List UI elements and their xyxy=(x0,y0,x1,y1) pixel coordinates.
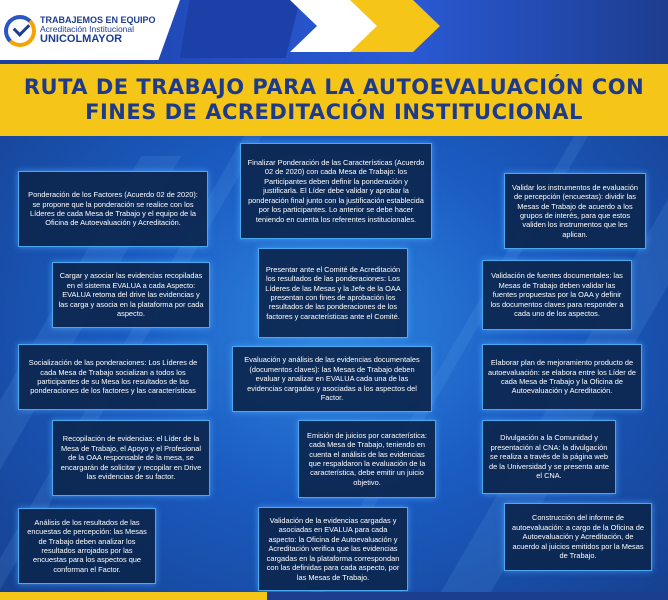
step-text: Elaborar plan de mejoramiento producto de autoevaluación: se elabora entre los Líder de cada Mesa de Trabajo y la Oficina de Autoevaluación y Acreditación. xyxy=(488,358,636,396)
title-band xyxy=(0,64,668,136)
logo-slogan: TRABAJEMOS EN EQUIPO xyxy=(40,15,156,26)
step-card-left-2 xyxy=(52,262,210,328)
institution-logo xyxy=(4,6,180,56)
step-card-center-3 xyxy=(232,346,432,412)
page-title xyxy=(24,75,644,125)
step-card-center-1 xyxy=(240,143,432,239)
step-text: Divulgación a la Comunidad y presentación al CNA: la divulgación se realiza a través de la página web de la Universidad y se presenta ante el CNA. xyxy=(489,433,609,481)
step-card-left-1 xyxy=(18,171,208,247)
step-card-center-5 xyxy=(258,507,408,591)
logo-brand: UNICOLMAYOR xyxy=(40,33,123,46)
step-text: Finalizar Ponderación de las Características (Acuerdo 02 de 2020) con cada Mesa de Trabajo: los Participantes deben definir la ponderación y justificarla. El Líder debe validar y aprobar la ponderación final junto con la justificación establecida por los participantes. Lo anterior se debe hacer teniendo en cuenta los referentes institucionales. xyxy=(247,157,425,224)
step-text: Construcción del informe de autoevaluación: a cargo de la Oficina de Autoevaluación y Acreditación, de acuerdo al juicios emitidos por la Mesas de Trabajo. xyxy=(512,513,644,561)
step-card-right-4 xyxy=(482,420,616,494)
step-card-right-3 xyxy=(482,344,642,410)
logo-subtitle: Acreditación Institucional xyxy=(40,24,135,35)
step-text: Evaluación y análisis de las evidencias documentales (documentos claves): las Mesas de Trabajo deben evaluar y analizar en EVALUA cada una de las evidencias cargadas y asociadas a los aspectos del Factor. xyxy=(244,355,420,403)
decorative-stripe xyxy=(180,0,300,58)
top-banner xyxy=(0,0,668,70)
step-card-left-5 xyxy=(18,508,156,584)
logo-text xyxy=(40,16,156,46)
page-title-line-1: RUTA DE TRABAJO PARA LA AUTOEVALUACIÓN CON xyxy=(23,74,645,99)
step-card-center-4 xyxy=(298,420,436,498)
step-card-right-1 xyxy=(504,173,646,249)
step-card-center-2 xyxy=(258,248,408,338)
step-text: Cargar y asociar las evidencias recopiladas en el sistema EVALUA a cada Aspecto: EVALUA retoma del drive las evidencias y las carga y asocia en la plataforma por cada aspecto. xyxy=(58,271,204,319)
step-text: Emisión de juicios por característica: cada Mesa de Trabajo, teniendo en cuenta el análisis de las evidencias que respaldaron la evaluación de la característica, debe emitir un juicio objetivo. xyxy=(307,430,427,487)
step-text: Validación de la evidencias cargadas y asociadas en EVALUA para cada aspecto: la Oficina de Autoevaluación y Acreditación verifica que las evidencias cargadas en la plataforma correspondan con las definidas para cada aspecto, por las Mesas de Trabajo. xyxy=(266,515,400,582)
step-text: Validar los instrumentos de evaluación de percepción (encuestas): dividir las Mesas de Trabajo de acuerdo a los grupos de interés, para que estos validen los instrumentos que les aplican. xyxy=(512,182,638,239)
step-card-right-5 xyxy=(504,503,652,571)
page-title-line-2: FINES DE ACREDITACIÓN INSTITUCIONAL xyxy=(85,100,583,124)
step-text: Presentar ante el Comité de Acreditación los resultados de las ponderaciones: Los Líderes de las Mesas y la Jefe de la OAA presentan con fines de aprobación los resultados de las ponderaciones de los factores y características ante el Comité. xyxy=(265,264,401,321)
step-text: Análisis de los resultados de las encuestas de percepción: las Mesas de Trabajo deben analizar los resultados arrojados por las encuestas para los aspectos que conforman el Factor. xyxy=(27,517,147,574)
step-card-left-4 xyxy=(52,420,210,496)
bottom-accent-bar xyxy=(0,592,668,600)
step-text: Ponderación de los Factores (Acuerdo 02 de 2020): se propone que la ponderación se realice con los Líderes de cada Mesa de Trabajo y el equipo de la Oficina de Autoevaluación y Acreditación. xyxy=(28,190,198,228)
check-circle-icon xyxy=(4,15,36,47)
step-text: Recopilación de evidencias: el Líder de la Mesa de Trabajo, el Apoyo y el Profesional de la OAA responsable de la mesa, se encargarán de solicitar y recopilar en Drive las evidencias de su factor. xyxy=(60,434,202,482)
step-text: Socialización de las ponderaciones: Los Líderes de cada Mesa de Trabajo socializan a todos los participantes de su Mesa los resultados de las ponderaciones de los factores y las características xyxy=(28,358,198,396)
step-text: Validación de fuentes documentales: las Mesas de Trabajo deben validar las fuentes propuestas por la OAA y definir los documentos claves para responder a cada uno de los aspectos. xyxy=(490,271,624,319)
step-card-right-2 xyxy=(482,260,632,330)
step-card-left-3 xyxy=(18,344,208,410)
